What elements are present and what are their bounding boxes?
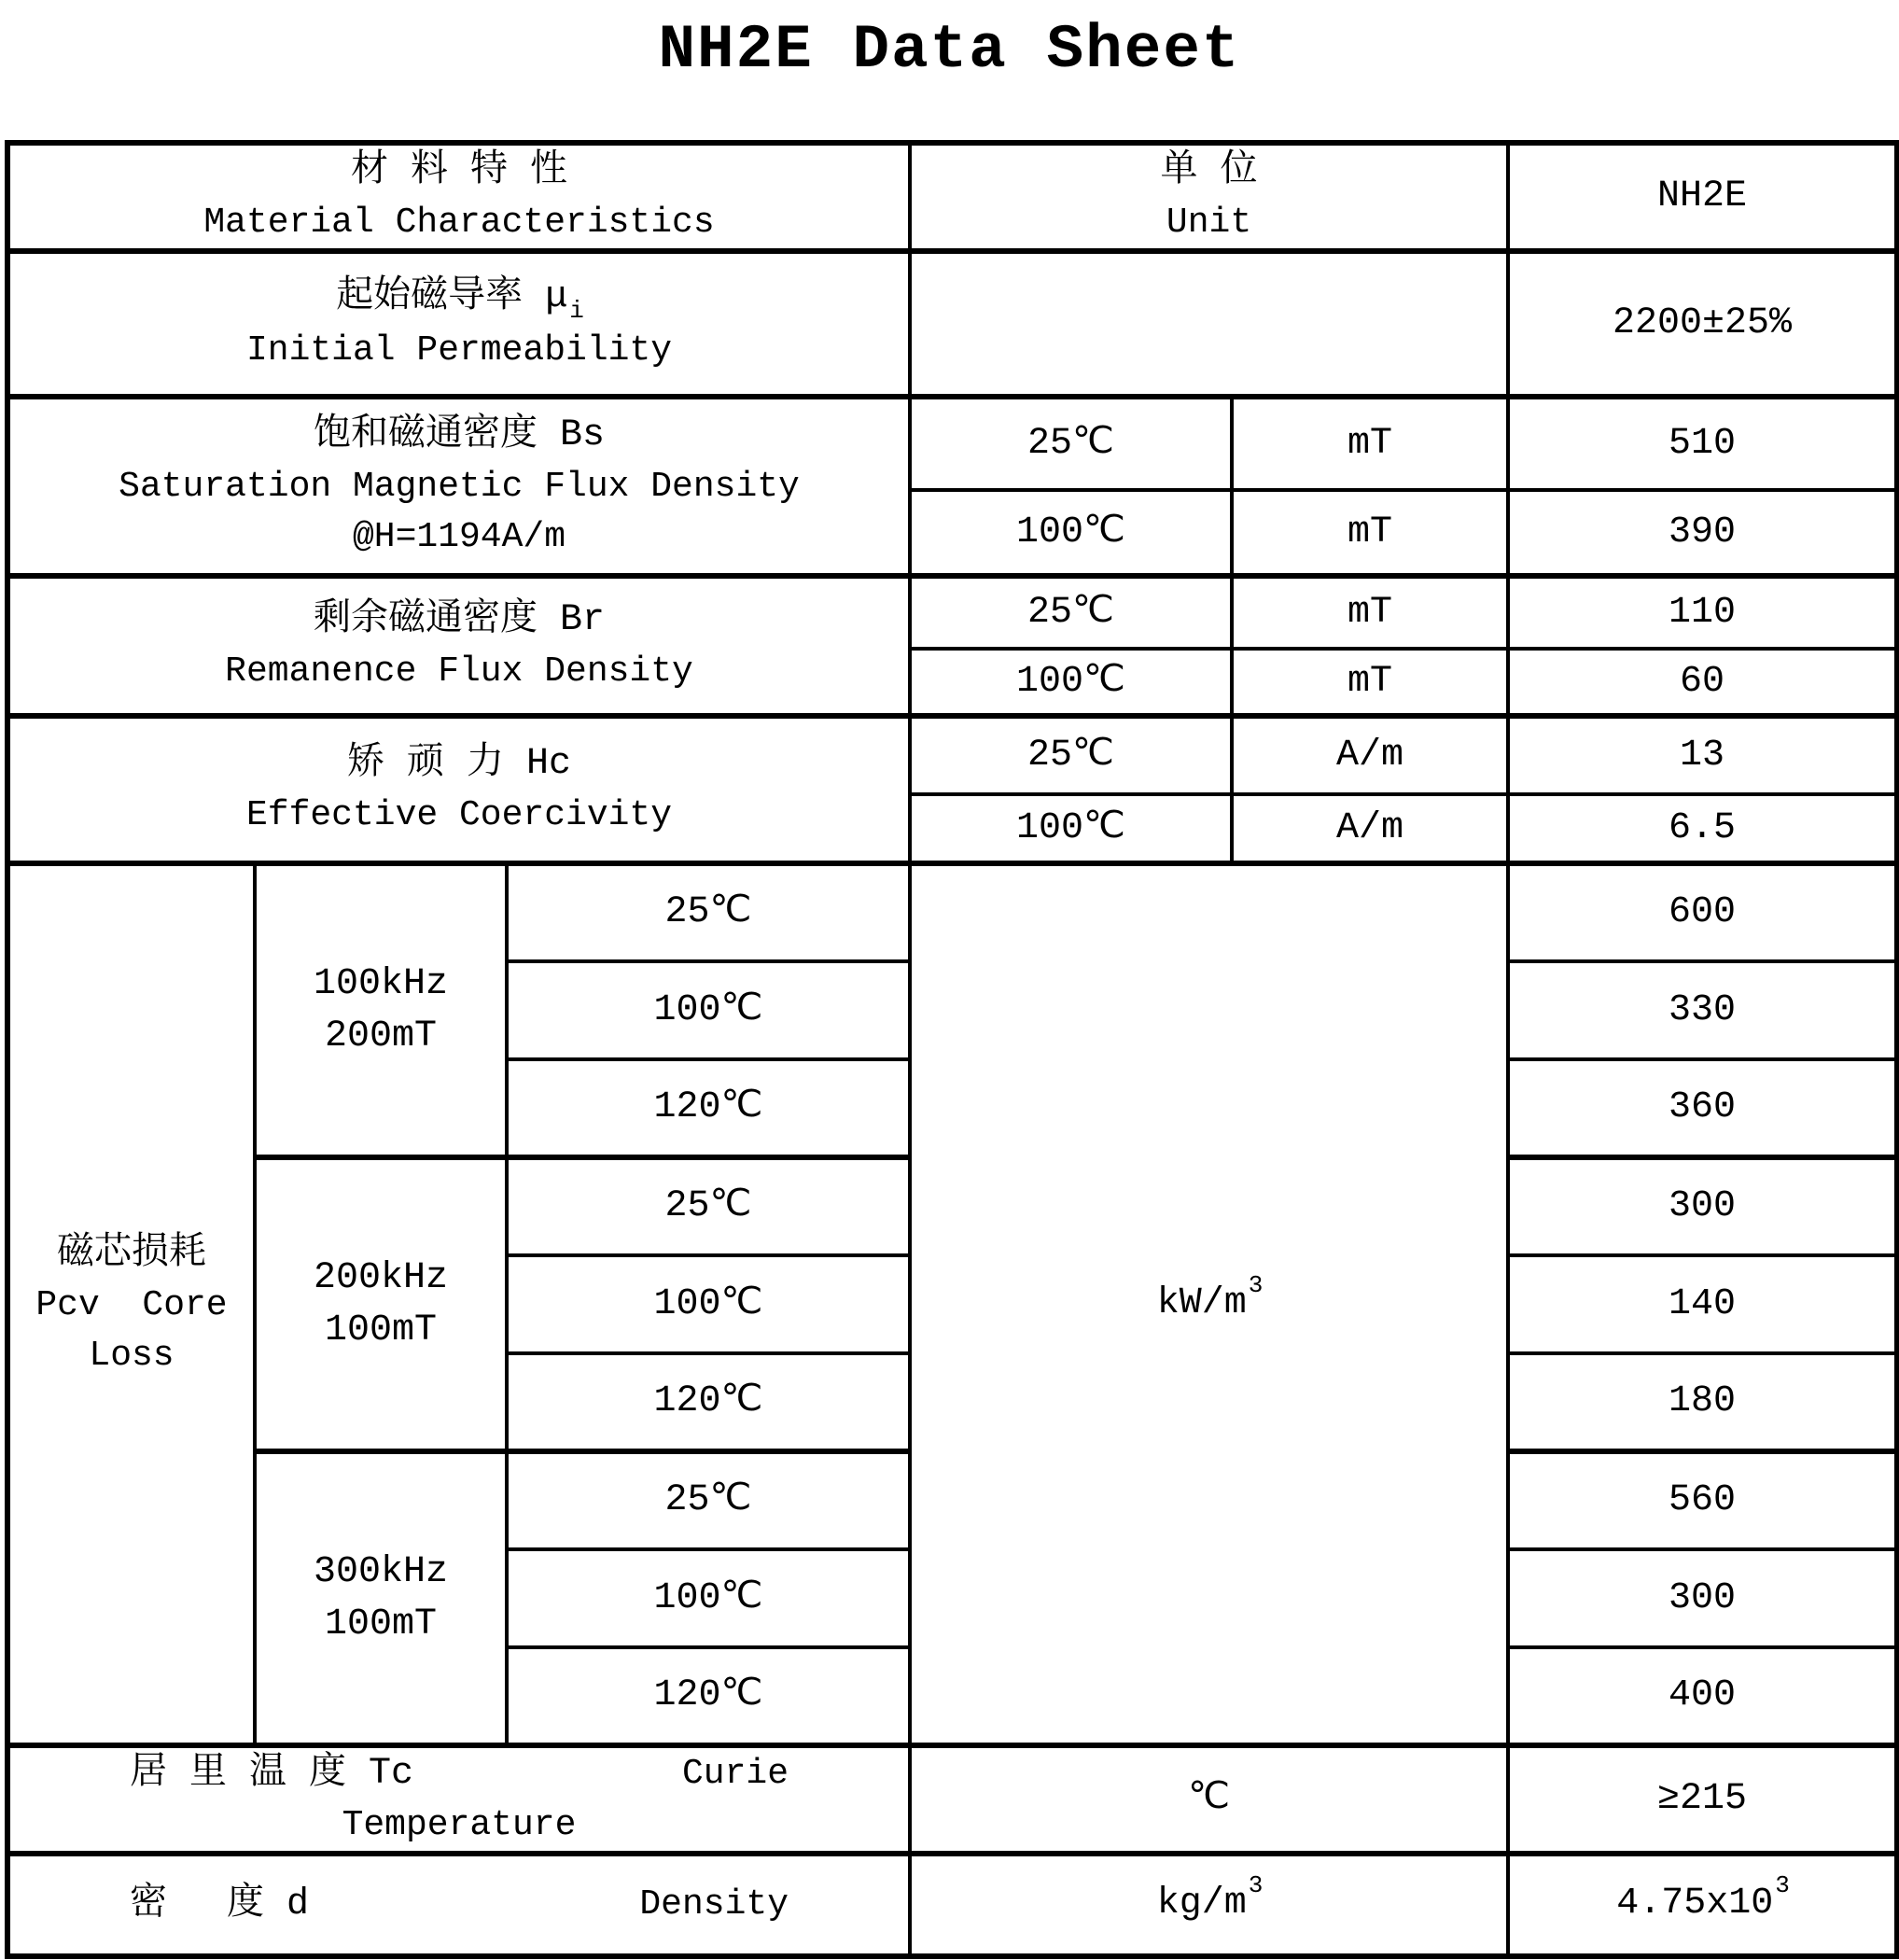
- core-loss-label-zh: 磁芯损耗: [57, 1232, 206, 1275]
- initial-permeability-label-en: Initial Permeability: [245, 330, 673, 371]
- cell-bs-label: [7, 397, 910, 576]
- cell-core-g2-100c-temp: 100℃: [507, 1255, 910, 1353]
- cell-core-g3-25c-value: 560: [1508, 1451, 1897, 1549]
- row-initial-permeability: [7, 251, 1897, 397]
- cell-hc-100c-unit: A/m: [1232, 794, 1508, 863]
- hc-label-zh: 矫 顽 力 Hc: [346, 743, 572, 785]
- row-curie-temperature: [7, 1745, 1897, 1854]
- br-label-en: Remanence Flux Density: [225, 651, 693, 692]
- cell-initial-permeability-unit: [910, 251, 1508, 397]
- cell-br-100c-value: 60: [1508, 649, 1897, 716]
- cell-core-g3-25c-temp: 25℃: [507, 1451, 910, 1549]
- cell-br-label: [7, 576, 910, 716]
- bs-label-en: Saturation Magnetic Flux Density: [119, 467, 800, 507]
- cell-br-100c-unit: mT: [1232, 649, 1508, 716]
- bs-label-note: @H=1194A/m: [352, 517, 566, 557]
- header-grade: NH2E: [1508, 143, 1897, 251]
- cell-br-25c-temp: 25℃: [910, 576, 1232, 649]
- cell-core-loss-label: [7, 863, 255, 1745]
- cell-hc-100c-temp: 100℃: [910, 794, 1232, 863]
- cell-core-loss-unit: [910, 863, 1508, 1745]
- cell-br-25c-value: 110: [1508, 576, 1897, 649]
- br-label-zh: 剩余磁通密度 Br: [314, 599, 606, 641]
- cell-bs-100c-unit: mT: [1232, 490, 1508, 576]
- header-material-zh: 材 料 特 性: [351, 150, 568, 192]
- header-row: [7, 143, 1897, 251]
- core-g3-freq: 300kHz: [313, 1550, 449, 1593]
- hc-label-en: Effective Coercivity: [245, 795, 673, 835]
- cell-core-g1-100c-temp: 100℃: [507, 961, 910, 1059]
- cell-core-g3-120c-temp: 120℃: [507, 1647, 910, 1745]
- core-g2-flux: 100mT: [324, 1309, 438, 1351]
- cell-bs-25c-temp: 25℃: [910, 397, 1232, 490]
- cell-bs-25c-unit: mT: [1232, 397, 1508, 490]
- header-unit-zh: 单 位: [1160, 150, 1258, 192]
- cell-initial-permeability-value: 2200±25%: [1508, 251, 1897, 397]
- cell-core-g2-120c-temp: 120℃: [507, 1353, 910, 1451]
- cell-core-g3-120c-value: 400: [1508, 1647, 1897, 1745]
- cell-core-g2-25c-value: 300: [1508, 1157, 1897, 1255]
- core-loss-label-en2: Loss: [89, 1335, 175, 1376]
- initial-permeability-label-zh: [10, 272, 908, 326]
- density-value-exponent: 3: [1775, 1871, 1790, 1899]
- mu-subscript: i: [569, 297, 584, 325]
- cell-density-unit: [910, 1854, 1508, 1956]
- cell-core-g1-100c-value: 330: [1508, 961, 1897, 1059]
- row-core-g1-25c: [7, 863, 1897, 961]
- cell-core-g3-condition: [255, 1451, 507, 1745]
- cell-hc-25c-temp: 25℃: [910, 716, 1232, 794]
- cell-hc-100c-value: 6.5: [1508, 794, 1897, 863]
- density-label-line: [10, 1879, 908, 1931]
- density-label-zh: 密 度 d: [130, 1883, 310, 1925]
- density-unit-exponent: 3: [1248, 1871, 1264, 1899]
- core-g3-flux: 100mT: [324, 1603, 438, 1645]
- cell-core-g2-condition: [255, 1157, 507, 1451]
- row-bs-25c: [7, 397, 1897, 490]
- density-unit-base: kg/m: [1156, 1883, 1247, 1925]
- core-loss-unit-exponent: 3: [1248, 1270, 1264, 1299]
- cell-core-g1-condition: [255, 863, 507, 1157]
- cell-core-g3-100c-value: 300: [1508, 1549, 1897, 1647]
- row-hc-25c: [7, 716, 1897, 794]
- curie-label-en1: Curie: [681, 1754, 789, 1794]
- cell-hc-label: [7, 716, 910, 863]
- cell-core-g3-100c-temp: 100℃: [507, 1549, 910, 1647]
- curie-label-zh: 居 里 温 度 Tc: [130, 1753, 414, 1795]
- header-unit-en: Unit: [1166, 203, 1252, 243]
- cell-core-g1-25c-temp: 25℃: [507, 863, 910, 961]
- curie-label-en2: Temperature: [342, 1805, 577, 1845]
- cell-curie-unit: ℃: [910, 1745, 1508, 1854]
- curie-label-line1: [10, 1748, 908, 1800]
- mu-symbol-text: 起始磁导率 μ: [336, 276, 568, 318]
- cell-curie-label: [7, 1745, 910, 1854]
- header-material-en: Material Characteristics: [203, 203, 715, 243]
- cell-core-g1-120c-temp: 120℃: [507, 1059, 910, 1157]
- core-loss-unit-base: kW/m: [1156, 1281, 1247, 1324]
- density-value-base: 4.75x10: [1616, 1883, 1774, 1925]
- header-material-characteristics: [7, 143, 910, 251]
- density-label-en: Density: [639, 1884, 789, 1925]
- cell-density-label: [7, 1854, 910, 1956]
- core-g1-freq: 100kHz: [313, 962, 449, 1005]
- core-g1-flux: 200mT: [324, 1015, 438, 1057]
- core-g2-freq: 200kHz: [313, 1256, 449, 1299]
- core-loss-label-en1: Pcv Core: [35, 1284, 228, 1325]
- cell-bs-100c-value: 390: [1508, 490, 1897, 576]
- cell-core-g2-100c-value: 140: [1508, 1255, 1897, 1353]
- row-density: [7, 1854, 1897, 1956]
- cell-br-25c-unit: mT: [1232, 576, 1508, 649]
- cell-hc-25c-value: 13: [1508, 716, 1897, 794]
- datasheet-table: [5, 140, 1899, 1959]
- cell-hc-25c-unit: A/m: [1232, 716, 1508, 794]
- cell-initial-permeability-label: [7, 251, 910, 397]
- header-unit: [910, 143, 1508, 251]
- cell-core-g2-120c-value: 180: [1508, 1353, 1897, 1451]
- page-title: NH2E Data Sheet: [658, 15, 1241, 85]
- cell-bs-100c-temp: 100℃: [910, 490, 1232, 576]
- cell-density-value: [1508, 1854, 1897, 1956]
- cell-core-g1-25c-value: 600: [1508, 863, 1897, 961]
- cell-core-g2-25c-temp: 25℃: [507, 1157, 910, 1255]
- cell-core-g1-120c-value: 360: [1508, 1059, 1897, 1157]
- bs-label-zh: 饱和磁通密度 Bs: [314, 414, 606, 456]
- cell-bs-25c-value: 510: [1508, 397, 1897, 490]
- row-br-25c: [7, 576, 1897, 649]
- cell-curie-value: ≥215: [1508, 1745, 1897, 1854]
- cell-br-100c-temp: 100℃: [910, 649, 1232, 716]
